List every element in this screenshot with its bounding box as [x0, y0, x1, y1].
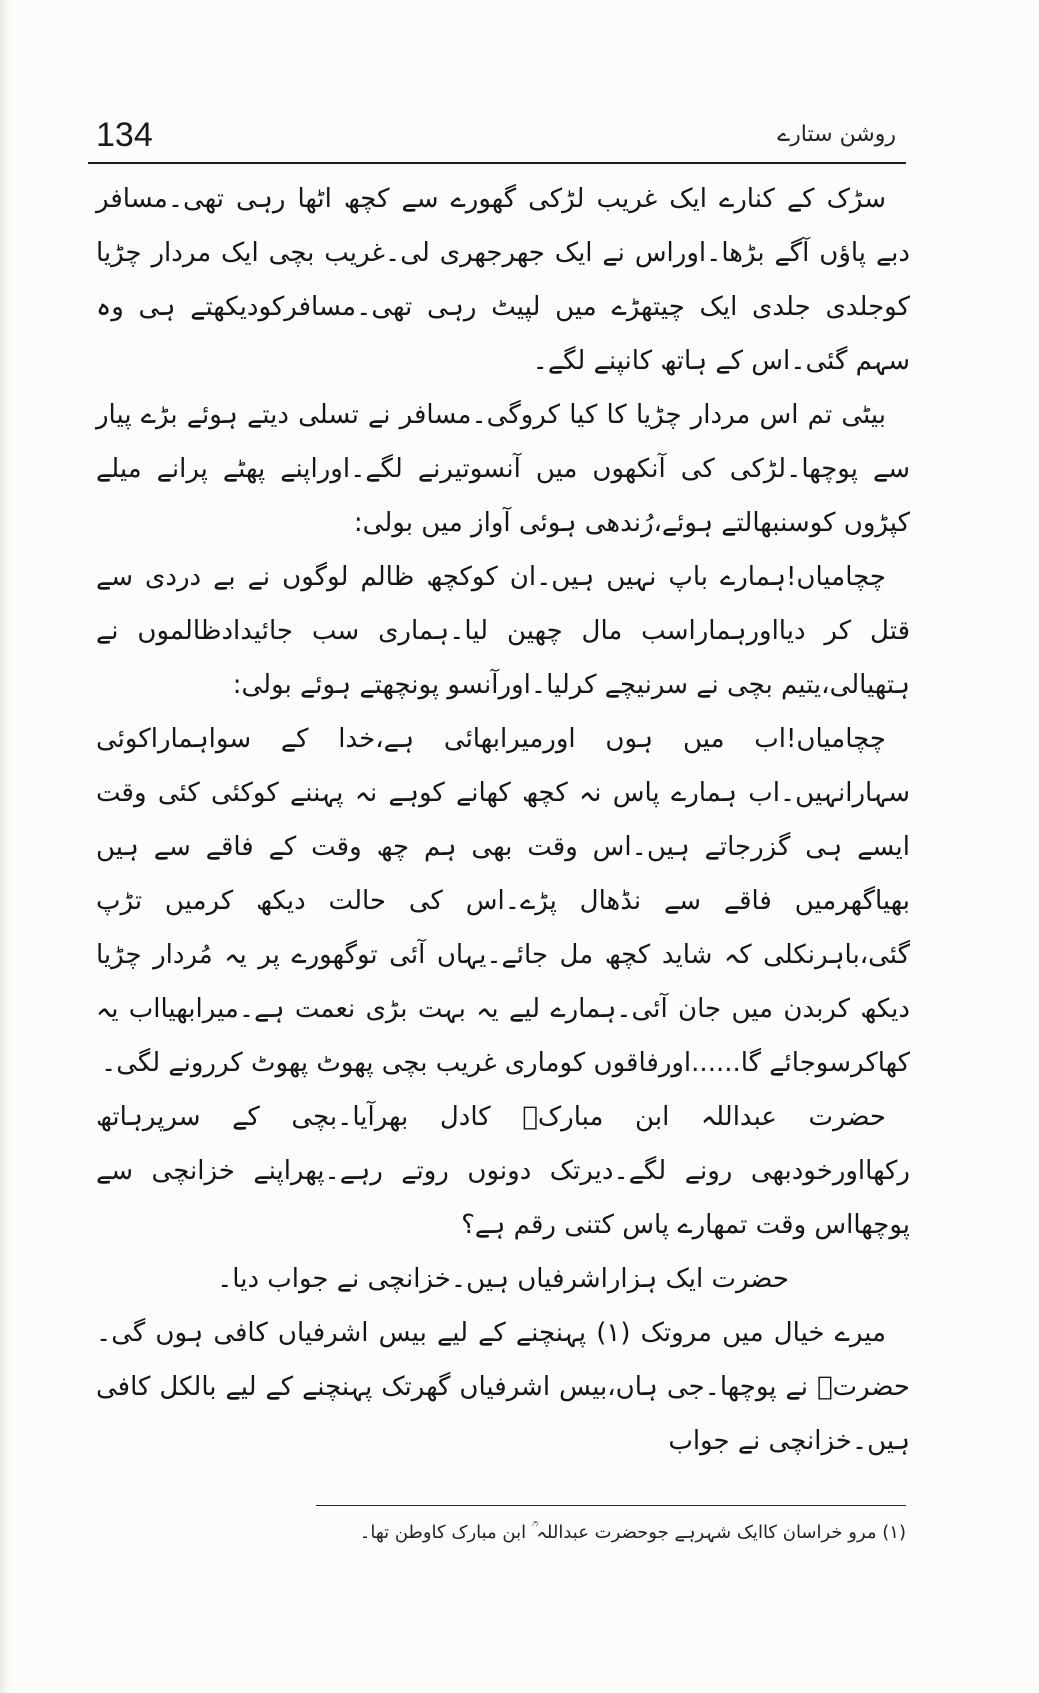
paragraph: چچامیاں!اب میں ہوں اورمیرابھائی ہے،خدا کے سواہماراکوئی سہارانہیں۔اب ہمارے پاس نہ کچھ کھانے کوہے نہ پہننے کوکئی کئی وقت ایسے ہی گزرجاتے ہیں۔اس وقت بھی ہم چھ وقت کے فاقے سے ہیں بھیاگھرمیں فاقے سے نڈھال پڑے۔اس کی حالت دیکھ کرمیں تڑپ گئی،باہرنکلی کہ شاید کچھ مل جائے۔یہاں آئی توگھورے پر یہ مُردار چڑیا دیکھ کربدن میں جان آئی۔ہمارے لیے یہ بہت بڑی نعمت ہے۔میرابھیااب یہ کھاکرسوجائے گا......اورفاقوں کوماری غریب بچی پھوٹ پھوٹ کررونے لگی۔ — [96, 724, 910, 1078]
paragraph: بیٹی تم اس مردار چڑیا کا کیا کروگی۔مسافر نے تسلی دیتے ہوئے بڑے پیار سے پوچھا۔لڑکی کی آنکھوں میں آنسوتیرنے لگے۔اوراپنے پھٹے پرانے میلے کپڑوں کوسنبھالتے ہوئے،رُندھی ہوئی آواز میں بولی: — [96, 400, 910, 538]
page-number: 134 — [96, 116, 153, 154]
scan-edge — [0, 0, 10, 1693]
header-rule — [88, 162, 906, 164]
body-text — [96, 172, 910, 1468]
paragraph: میرے خیال میں مروتک (۱) پہنچنے کے لیے بیس اشرفیاں کافی ہوں گی۔حضرتؒ نے پوچھا۔جی ہاں،بیس اشرفیاں گھرتک پہنچنے کے لیے بالکل کافی ہیں۔خزانچی نے جواب — [96, 1318, 910, 1456]
running-title: روشن ستارے — [777, 122, 896, 147]
paragraph: حضرت عبداللہ ابن مبارکؒ کادل بھرآیا۔بچی کے سرپرہاتھ رکھااورخودبھی رونے لگے۔دیرتک دونوں روتے رہے۔پھراپنے خزانچی سے پوچھااس وقت تمھارے پاس کتنی رقم ہے؟ — [96, 1102, 910, 1240]
paragraph: حضرت ایک ہزاراشرفیاں ہیں۔خزانچی نے جواب دیا۔ — [217, 1264, 789, 1294]
paragraph: سڑک کے کنارے ایک غریب لڑکی گھورے سے کچھ اٹھا رہی تھی۔مسافر دبے پاؤں آگے بڑھا۔اوراس نے ایک جھرجھری لی۔غریب بچی ایک مردار چڑیا کوجلدی جلدی ایک چیتھڑے میں لپیٹ رہی تھی۔مسافرکودیکھتے ہی وہ سہم گئی۔اس کے ہاتھ کانپنے لگے۔ — [96, 184, 910, 376]
footnote-rule — [316, 1505, 906, 1506]
footnote: (۱) مرو خراسان کاایک شہرہے جوحضرت عبداللہ ؒ ابن مبارک کاوطن تھا۔ — [359, 1522, 906, 1543]
paragraph: چچامیاں!ہمارے باپ نہیں ہیں۔ان کوکچھ ظالم لوگوں نے بے دردی سے قتل کر دیااورہماراسب مال چھین لیا۔ہماری سب جائیدادظالموں نے ہتھیالی،یتیم بچی نے سرنیچے کرلیا۔اورآنسو پونچھتے ہوئے بولی: — [96, 562, 910, 700]
page-header — [88, 112, 908, 162]
